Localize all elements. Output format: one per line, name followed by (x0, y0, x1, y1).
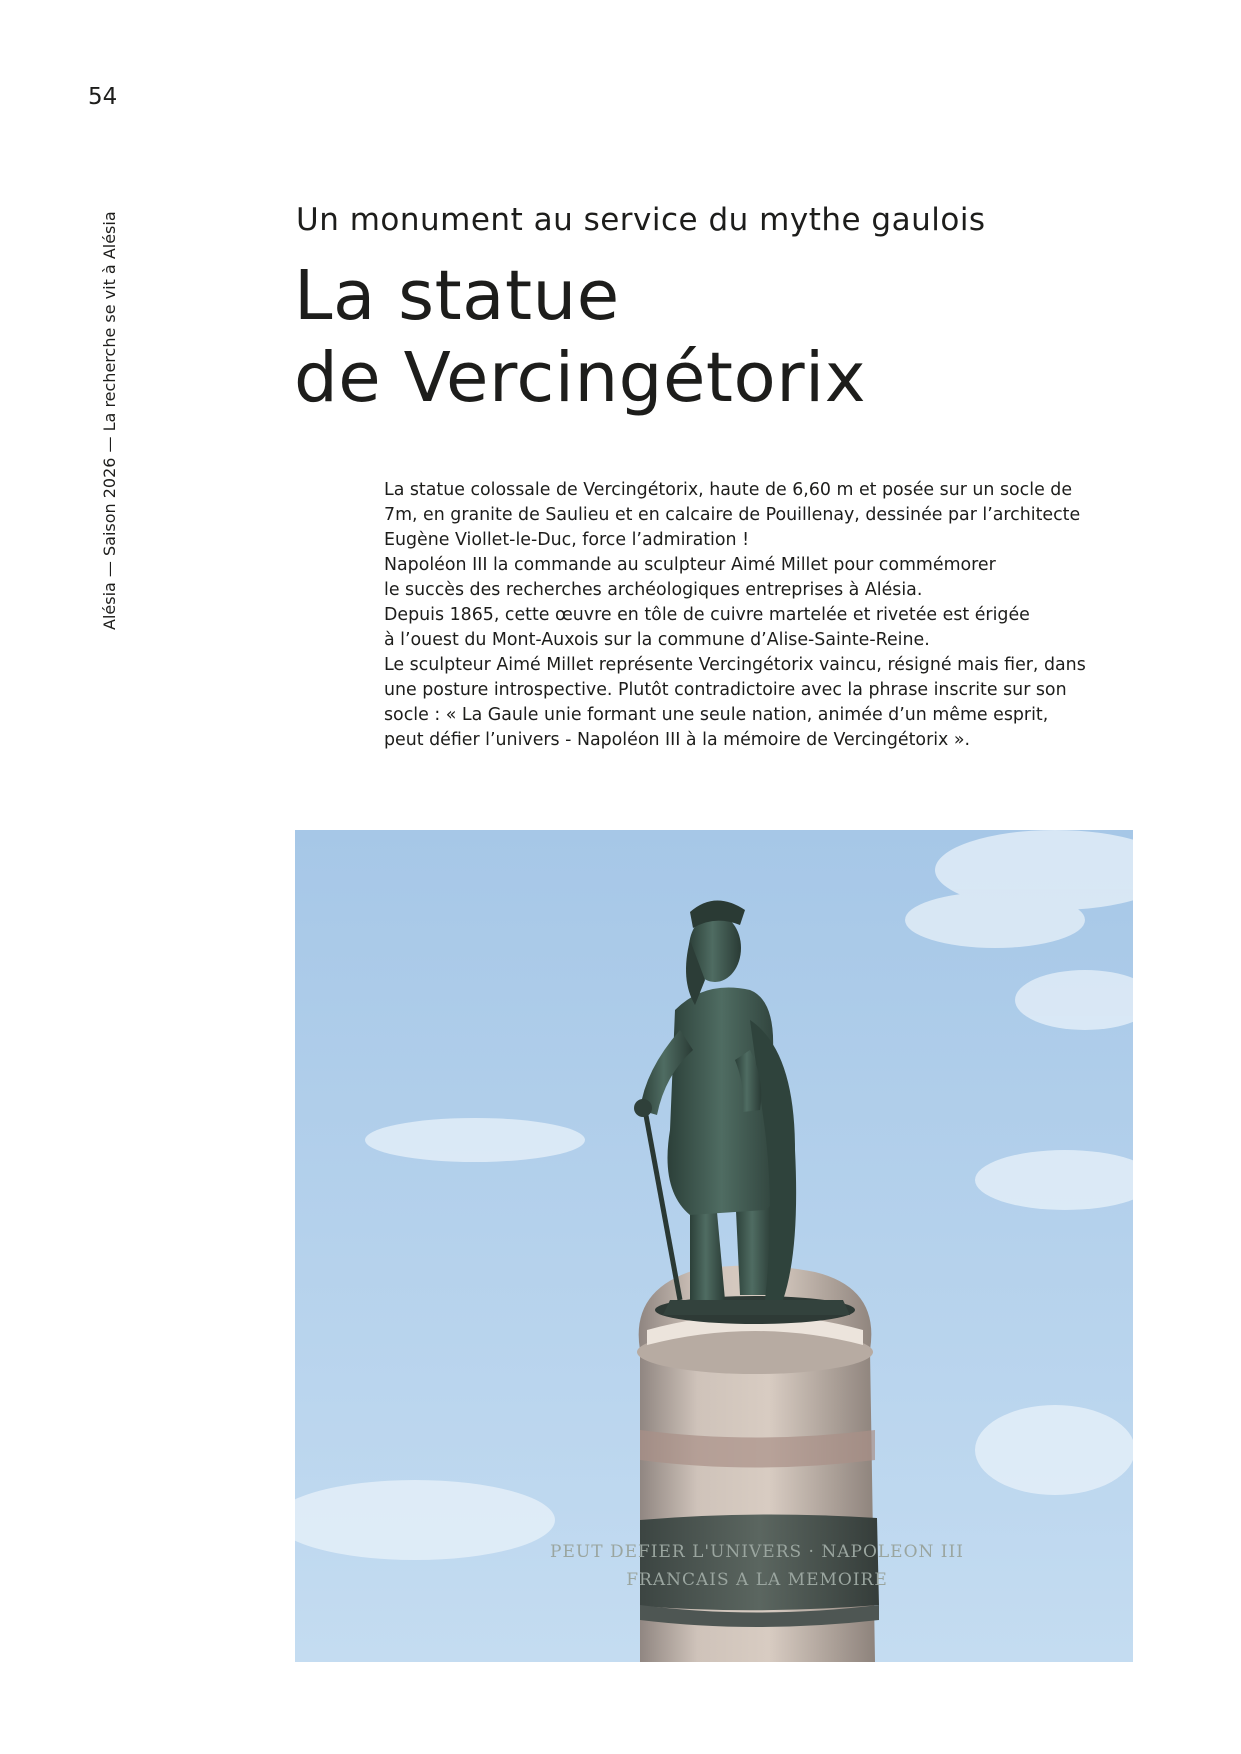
body-line: socle : « La Gaule unie formant une seule nation, animée d’un même esprit, (384, 705, 1049, 725)
body-line: Le sculpteur Aimé Millet représente Vercingétorix vaincu, résigné mais fier, dans (384, 655, 1086, 675)
body-line: à l’ouest du Mont-Auxois sur la commune d’Alise-Sainte-Reine. (384, 630, 930, 650)
inscription-line: FRANCAIS A LA MEMOIRE (626, 1570, 888, 1590)
body-line: le succès des recherches archéologiques entreprises à Alésia. (384, 580, 923, 600)
body-line: La statue colossale de Vercingétorix, haute de 6,60 m et posée sur un socle de (384, 480, 1073, 500)
body-line: 7m, en granite de Saulieu et en calcaire de Pouillenay, dessinée par l’architecte (384, 505, 1081, 525)
body-line: Napoléon III la commande au sculpteur Aimé Millet pour commémorer (384, 555, 996, 575)
body-line: peut défier l’univers - Napoléon III à la mémoire de Vercingétorix ». (384, 730, 971, 750)
article-title (294, 255, 1194, 419)
page-number: 54 (88, 84, 118, 110)
inscription-line: PEUT DEFIER L'UNIVERS · NAPOLEON III (550, 1542, 964, 1562)
body-line: Eugène Viollet-le-Duc, force l’admiration ! (384, 530, 750, 550)
article-title-line: La statue (294, 256, 620, 336)
running-header: Alésia — Saison 2026 — La recherche se vit à Alésia (100, 211, 119, 630)
article-kicker: Un monument au service du mythe gaulois (296, 202, 986, 238)
statue-photo (295, 830, 1133, 1662)
article-body (384, 478, 1144, 753)
article-title-line: de Vercingétorix (294, 338, 867, 418)
body-line: Depuis 1865, cette œuvre en tôle de cuivre martelée et rivetée est érigée (384, 605, 1030, 625)
body-line: une posture introspective. Plutôt contradictoire avec la phrase inscrite sur son (384, 680, 1067, 700)
